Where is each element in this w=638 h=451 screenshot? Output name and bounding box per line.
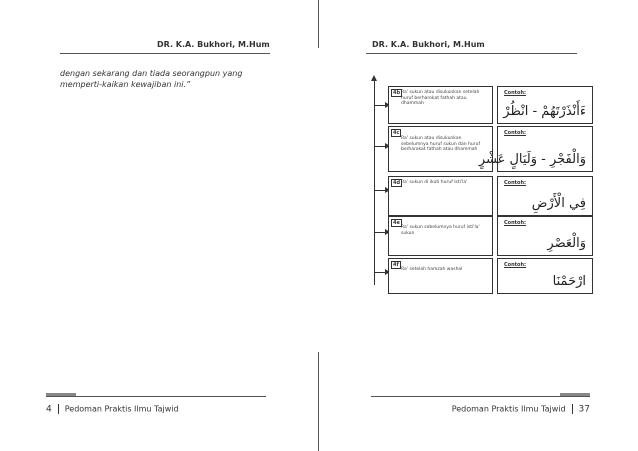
rule-code: 4e	[393, 220, 400, 226]
rule-description: Ra' sukun atau disukunkan setelah huruf berharokat fathah atau dhammah	[401, 90, 480, 106]
rule-box-4b	[388, 86, 493, 124]
example-box-4e	[497, 216, 593, 256]
rule-box-4d	[388, 176, 493, 216]
example-arabic: فِي الْأَرْضِ	[531, 196, 586, 211]
right-header-rule	[366, 53, 577, 54]
left-page-number: 4	[46, 404, 52, 415]
rule-code: 4d	[393, 180, 401, 186]
right-footer-title: Pedoman Praktis Ilmu Tajwid	[451, 404, 566, 414]
right-page-number: 37	[578, 404, 590, 415]
example-box-4c	[478, 126, 593, 172]
right-header-author: DR. K.A. Bukhori, M.Hum	[372, 40, 485, 49]
example-arabic: ءَأَنْذَرْتَهُمْ - انْظُرْ	[503, 104, 586, 119]
right-footer-separator	[572, 404, 573, 414]
example-arabic: ارْحَمْنَا	[552, 274, 586, 289]
rule-description: Ra' sukun atau disukunkan sebelumnya huruf sukun dan huruf berharokat fathah atau dhammah	[401, 136, 481, 152]
right-footer	[452, 404, 590, 415]
left-body-text: dengan sekarang dan tiada seorangpun yang memperti-kaikan kewajiban ini.”	[60, 69, 243, 89]
rule-description: Ra' setelah hamzah washal	[401, 267, 463, 272]
left-footer-separator	[58, 404, 59, 414]
left-footer-title: Pedoman Praktis Ilmu Tajwid	[64, 404, 179, 414]
example-label: Contoh:	[504, 220, 527, 226]
left-header-author: DR. K.A. Bukhori, M.Hum	[157, 40, 270, 49]
example-box-4d	[497, 176, 593, 216]
left-footer-rule	[46, 396, 266, 397]
right-footer-rule	[371, 396, 590, 397]
example-arabic: وَالْعَصْرِ	[547, 236, 586, 251]
example-arabic: وَالْفَجْرِ - وَلَيَالٍ عَشْرٍ	[478, 152, 586, 167]
rule-code: 4f	[393, 262, 399, 268]
example-label: Contoh:	[504, 90, 527, 96]
example-label: Contoh:	[504, 130, 527, 136]
connector-arrow-4b	[374, 105, 388, 106]
rule-box-4f	[388, 258, 493, 294]
example-label: Contoh:	[504, 262, 527, 268]
rule-description: Ra' sukun sebelumnya huruf isti'la' sukun	[401, 225, 480, 236]
example-box-4f	[497, 258, 593, 294]
connector-arrow-4d	[374, 190, 388, 191]
rule-code: 4b	[393, 90, 401, 96]
connector-arrow-4e	[374, 232, 388, 233]
left-header-rule	[60, 53, 270, 54]
rule-box-4c	[388, 126, 493, 172]
left-footer	[46, 404, 179, 415]
center-divider-top	[318, 0, 319, 48]
connector-arrow-4f	[374, 272, 388, 273]
example-box-4b	[497, 86, 593, 124]
rule-box-4e	[388, 216, 493, 256]
rule-code: 4c	[393, 130, 400, 136]
connector-arrow-4c	[374, 146, 388, 147]
diagram-spine	[374, 80, 375, 285]
center-divider-bottom	[318, 352, 319, 451]
rule-description: Ra' sukun di ikuti huruf Isti'la'	[401, 180, 468, 185]
example-label: Contoh:	[504, 180, 527, 186]
